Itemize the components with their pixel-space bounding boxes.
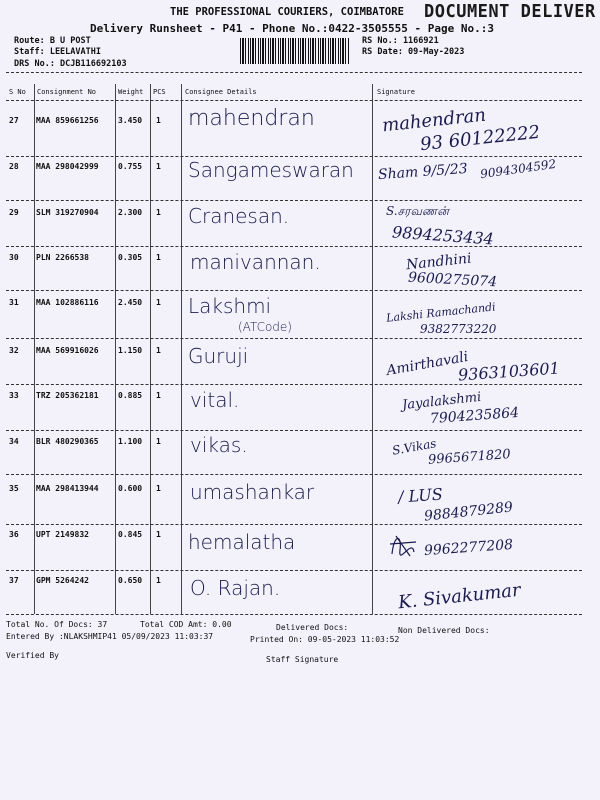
row-consignment-no: MAA 859661256 [36, 116, 99, 125]
col-header-weight: Weight [118, 88, 144, 96]
delivered-docs: Delivered Docs: [276, 623, 349, 632]
row-signature: / LUS [397, 484, 444, 507]
barcode [240, 38, 350, 64]
row-sno: 27 [9, 116, 19, 125]
row-consignee-handwritten: Guruji [188, 344, 249, 368]
row-consignment-no: MAA 102886116 [36, 298, 99, 307]
row-pcs: 1 [156, 391, 161, 400]
col-header-consignment: Consignment No [37, 88, 97, 96]
row-weight: 2.300 [118, 208, 143, 217]
row-divider [6, 570, 582, 571]
row-signature-phone: 9382773220 [420, 322, 497, 336]
row-consignment-no: SLM 319270904 [36, 208, 99, 217]
row-weight: 0.650 [118, 576, 143, 585]
row-consignment-no: UPT 2149832 [36, 530, 89, 539]
row-consignee-note: (ATCode) [238, 320, 292, 334]
row-pcs: 1 [156, 253, 161, 262]
row-weight: 1.100 [118, 437, 143, 446]
row-pcs: 1 [156, 484, 161, 493]
col-header-sno: S No [9, 88, 26, 96]
row-consignee-handwritten: mahendran [188, 106, 315, 131]
row-pcs: 1 [156, 298, 161, 307]
row-consignment-no: MAA 298042999 [36, 162, 99, 171]
document-delivery-stamp: DOCUMENT DELIVER [424, 1, 596, 23]
row-consignment-no: MAA 569916026 [36, 346, 99, 355]
row-weight: 0.845 [118, 530, 143, 539]
row-pcs: 1 [156, 208, 161, 217]
row-signature-phone: 7904235864 [429, 404, 520, 428]
staff-signature-label: Staff Signature [266, 655, 339, 664]
row-consignee-handwritten: O. Rajan. [190, 576, 281, 600]
row-signature: Lakshi Ramachandi [385, 300, 497, 325]
col-header-signature: Signature [377, 88, 415, 96]
row-consignment-no: TRZ 205362181 [36, 391, 99, 400]
row-signature-phone: 9094304592 [479, 156, 557, 182]
row-consignee-handwritten: hemalatha [188, 530, 296, 554]
row-signature: mahendran [381, 104, 487, 137]
entered-by: Entered By :NLAKSHMIP41 05/09/2023 11:03:37 [6, 632, 214, 641]
col-divider [34, 84, 35, 614]
drs-number: DRS No.: DCJB116692103 [14, 59, 127, 69]
col-divider [150, 84, 151, 614]
row-sno: 29 [9, 208, 19, 217]
row-weight: 0.305 [118, 253, 143, 262]
row-divider [6, 384, 582, 385]
row-consignee-handwritten: umashankar [190, 480, 315, 504]
row-sno: 32 [9, 346, 19, 355]
verified-by: Verified By [6, 651, 59, 660]
company-name: THE PROFESSIONAL COURIERS, COIMBATORE [170, 6, 404, 18]
row-weight: 0.885 [118, 391, 143, 400]
col-divider [181, 84, 182, 614]
row-signature: Sham 9/5/23 [377, 160, 469, 184]
row-pcs: 1 [156, 530, 161, 539]
row-signature: S.Vikas [391, 436, 438, 458]
row-divider [6, 246, 582, 247]
row-consignee-handwritten: Sangameswaran [188, 158, 354, 182]
non-delivered-docs: Non Delivered Docs: [398, 626, 490, 635]
printed-on: Printed On: 09-05-2023 11:03:52 [250, 635, 400, 644]
col-divider [115, 84, 116, 614]
row-pcs: 1 [156, 576, 161, 585]
row-sno: 35 [9, 484, 19, 493]
row-divider [6, 614, 582, 615]
row-consignee-handwritten: Cranesan. [188, 204, 290, 228]
row-consignee-handwritten: vital. [190, 388, 240, 412]
staff-label: Staff: LEELAVATHI [14, 47, 101, 57]
row-signature-phone: 9884879289 [423, 499, 514, 525]
row-pcs: 1 [156, 346, 161, 355]
scribbled-signature [388, 530, 418, 560]
total-docs: Total No. Of Docs: 37 [6, 620, 108, 629]
col-header-consignee: Consignee Details [185, 88, 257, 96]
row-consignee-handwritten: manivannan. [190, 250, 321, 274]
row-divider [6, 290, 582, 291]
row-divider [6, 200, 582, 201]
rs-date: RS Date: 09-May-2023 [362, 47, 465, 57]
row-consignment-no: BLR 480290365 [36, 437, 99, 446]
row-signature-phone: 93 60122222 [419, 121, 542, 156]
row-signature-phone: 9600275074 [407, 269, 498, 291]
row-signature: Nandhini [405, 250, 473, 274]
row-signature: Jayalakshmi [401, 389, 482, 414]
row-weight: 2.450 [118, 298, 143, 307]
rs-number: RS No.: 1166921 [362, 36, 439, 46]
row-signature-phone: 9962277208 [423, 536, 514, 560]
column-header-divider [6, 100, 582, 101]
row-pcs: 1 [156, 437, 161, 446]
row-consignment-no: MAA 298413944 [36, 484, 99, 493]
header-divider [6, 72, 582, 73]
row-consignment-no: GPM 5264242 [36, 576, 89, 585]
total-cod: Total COD Amt: 0.00 [140, 620, 232, 629]
row-divider [6, 524, 582, 525]
col-divider [372, 84, 373, 614]
row-sno: 31 [9, 298, 19, 307]
row-sno: 30 [9, 253, 19, 262]
row-divider [6, 338, 582, 339]
row-weight: 1.150 [118, 346, 143, 355]
row-sno: 34 [9, 437, 19, 446]
row-sno: 36 [9, 530, 19, 539]
runsheet-title: Delivery Runsheet - P41 - Phone No.:0422-3505555 - Page No.:3 [90, 22, 494, 35]
row-sno: 37 [9, 576, 19, 585]
row-sno: 33 [9, 391, 19, 400]
row-signature-phone: 9894253434 [391, 222, 495, 249]
row-signature: K. Sivakumar [397, 579, 522, 614]
row-pcs: 1 [156, 116, 161, 125]
row-weight: 0.755 [118, 162, 143, 171]
row-consignee-handwritten: vikas. [190, 433, 248, 457]
row-divider [6, 430, 582, 431]
row-sno: 28 [9, 162, 19, 171]
row-signature: Amirthavali [385, 348, 470, 380]
row-consignment-no: PLN 2266538 [36, 253, 89, 262]
row-signature-phone: 9965671820 [427, 447, 512, 468]
col-header-pcs: PCS [153, 88, 166, 96]
row-signature-phone: 9363103601 [457, 358, 561, 385]
row-consignee-handwritten: Lakshmi [188, 294, 272, 318]
row-signature: S.சரவணன் [386, 204, 449, 218]
row-weight: 3.450 [118, 116, 143, 125]
row-divider [6, 156, 582, 157]
row-divider [6, 474, 582, 475]
row-weight: 0.600 [118, 484, 143, 493]
route-label: Route: B U POST [14, 36, 91, 46]
row-pcs: 1 [156, 162, 161, 171]
